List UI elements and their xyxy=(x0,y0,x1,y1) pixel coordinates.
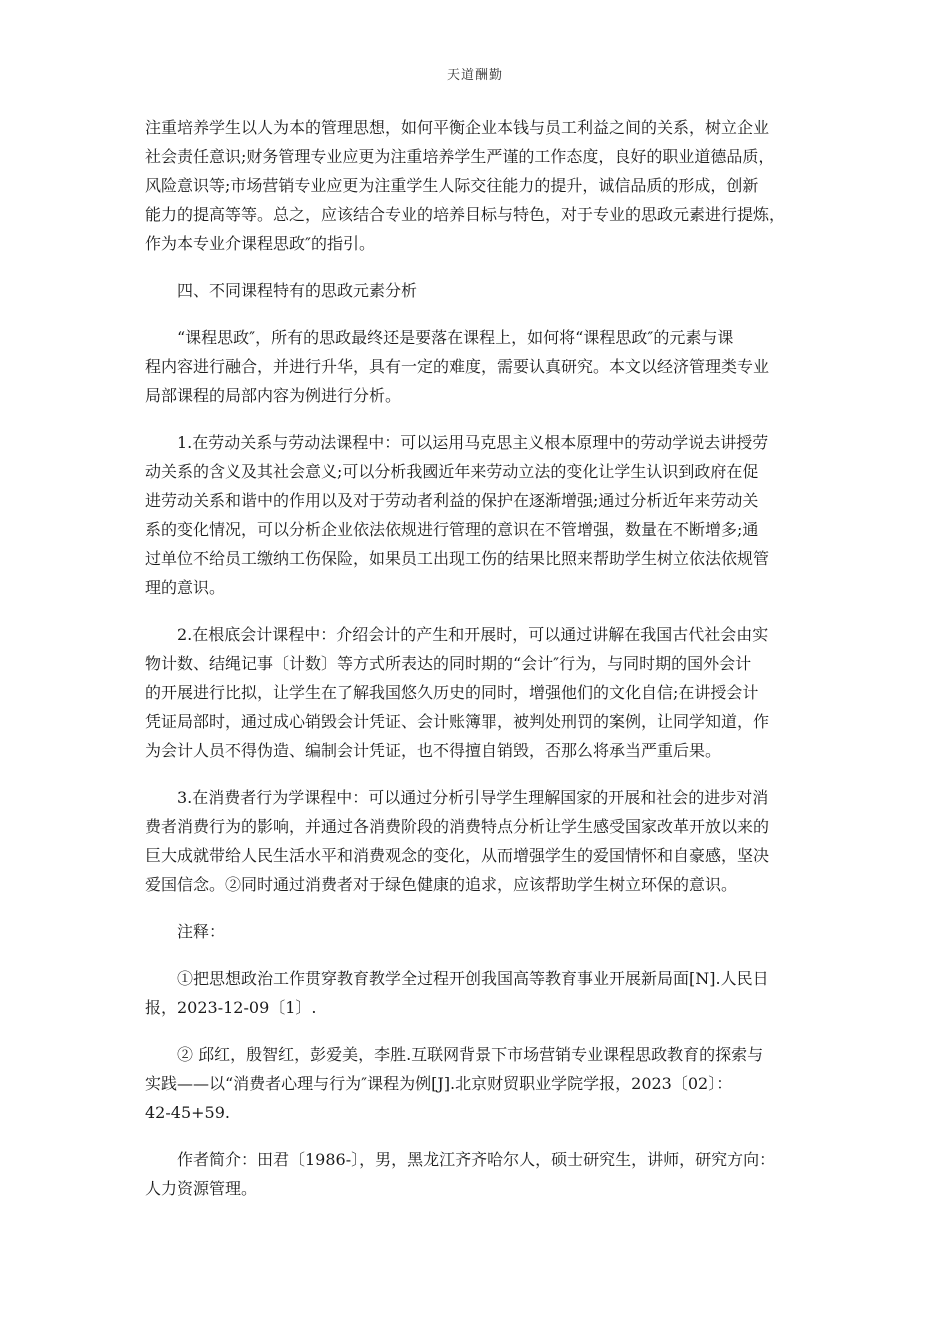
document-body xyxy=(145,113,810,1221)
text-line: 进劳动关系和谐中的作用以及对于劳动者利益的保护在逐渐增强;通过分析近年来劳动关 xyxy=(145,491,759,510)
text-line: 作者简介：田君〔1986-〕，男，黑龙江齐齐哈尔人，硕士研究生，讲师，研究方向： xyxy=(177,1150,776,1169)
p-item-3 xyxy=(145,783,810,899)
text-line: 凭证局部时，通过成心销毁会计凭证、会计账簿罪，被判处刑罚的案例，让同学知道，作 xyxy=(145,712,770,731)
text-line: 费者消费行为的影响，并通过各消费阶段的消费特点分析让学生感受国家改革开放以来的 xyxy=(145,817,770,836)
text-line: 2.在根底会计课程中：介绍会计的产生和开展时，可以通过讲解在我国古代社会由实 xyxy=(177,625,769,644)
text-line: ② 邱红，殷智红，彭爱美，李胜.互联网背景下市场营销专业课程思政教育的探索与 xyxy=(177,1045,764,1064)
text-line: 人力资源管理。 xyxy=(145,1179,258,1198)
text-line: 爱国信念。②同时通过消费者对于绿色健康的追求，应该帮助学生树立环保的意识。 xyxy=(145,875,738,894)
p-intro xyxy=(145,323,810,410)
section-4-heading xyxy=(145,276,810,305)
text-line: 理的意识。 xyxy=(145,578,226,597)
page-header: 天道酬勤 xyxy=(446,68,503,83)
text-line: “课程思政″，所有的思政最终还是要落在课程上，如何将“课程思政″的元素与课 xyxy=(177,328,734,347)
text-line: 注释： xyxy=(177,922,226,941)
text-line: 为会计人员不得伪造、编制会计凭证，也不得擅自销毁，否那么将承当严重后果。 xyxy=(145,741,722,760)
text-line: 报，2023-12-09〔1〕. xyxy=(145,998,317,1017)
note-2 xyxy=(145,1040,810,1127)
text-line: 四、不同课程特有的思政元素分析 xyxy=(177,281,418,300)
text-line: 局部课程的局部内容为例进行分析。 xyxy=(145,386,402,405)
text-line: 注重培养学生以人为本的管理思想，如何平衡企业本钱与员工利益之间的关系，树立企业 xyxy=(145,118,770,137)
p-item-1 xyxy=(145,428,810,602)
text-line: 作为本专业介课程思政″的指引。 xyxy=(145,234,375,253)
text-line: 系的变化情况，可以分析企业依法依规进行管理的意识在不管增强，数量在不断增多;通 xyxy=(145,520,759,539)
text-line: 的开展进行比拟，让学生在了解我国悠久历史的同时，增强他们的文化自信;在讲授会计 xyxy=(145,683,759,702)
text-line: 能力的提高等等。总之，应该结合专业的培养目标与特色，对于专业的思政元素进行提炼， xyxy=(145,205,786,224)
author-bio xyxy=(145,1145,810,1203)
p-item-2 xyxy=(145,620,810,765)
text-line: 3.在消费者行为学课程中：可以通过分析引导学生理解国家的开展和社会的进步对消 xyxy=(177,788,769,807)
note-1 xyxy=(145,964,810,1022)
p-continued xyxy=(145,113,810,258)
text-line: ①把思想政治工作贯穿教育教学全过程开创我国高等教育事业开展新局面[N].人民日 xyxy=(177,969,769,988)
text-line: 过单位不给员工缴纳工伤保险，如果员工出现工伤的结果比照来帮助学生树立依法依规管 xyxy=(145,549,770,568)
text-line: 动关系的含义及其社会意义;可以分析我國近年来劳动立法的变化让学生认识到政府在促 xyxy=(145,462,759,481)
text-line: 1.在劳动关系与劳动法课程中：可以运用马克思主义根本原理中的劳动学说去讲授劳 xyxy=(177,433,769,452)
text-line: 物计数、结绳记事〔计数〕等方式所表达的同时期的“会计″行为，与同时期的国外会计 xyxy=(145,654,752,673)
text-line: 巨大成就带给人民生活水平和消费观念的变化，从而增强学生的爱国情怀和自豪感，坚决 xyxy=(145,846,770,865)
text-line: 社会责任意识;财务管理专业应更为注重培养学生严谨的工作态度，良好的职业道德品质， xyxy=(145,147,775,166)
notes-heading xyxy=(145,917,810,946)
text-line: 实践——以“消费者心理与行为″课程为例[J].北京财贸职业学院学报，2023〔02〕： xyxy=(145,1074,733,1093)
text-line: 42-45+59. xyxy=(145,1103,230,1122)
text-line: 程内容进行融合，并进行升华，具有一定的难度，需要认真研究。本文以经济管理类专业 xyxy=(145,357,770,376)
text-line: 风险意识等;市场营销专业应更为注重学生人际交往能力的提升，诚信品质的形成，创新 xyxy=(145,176,759,195)
